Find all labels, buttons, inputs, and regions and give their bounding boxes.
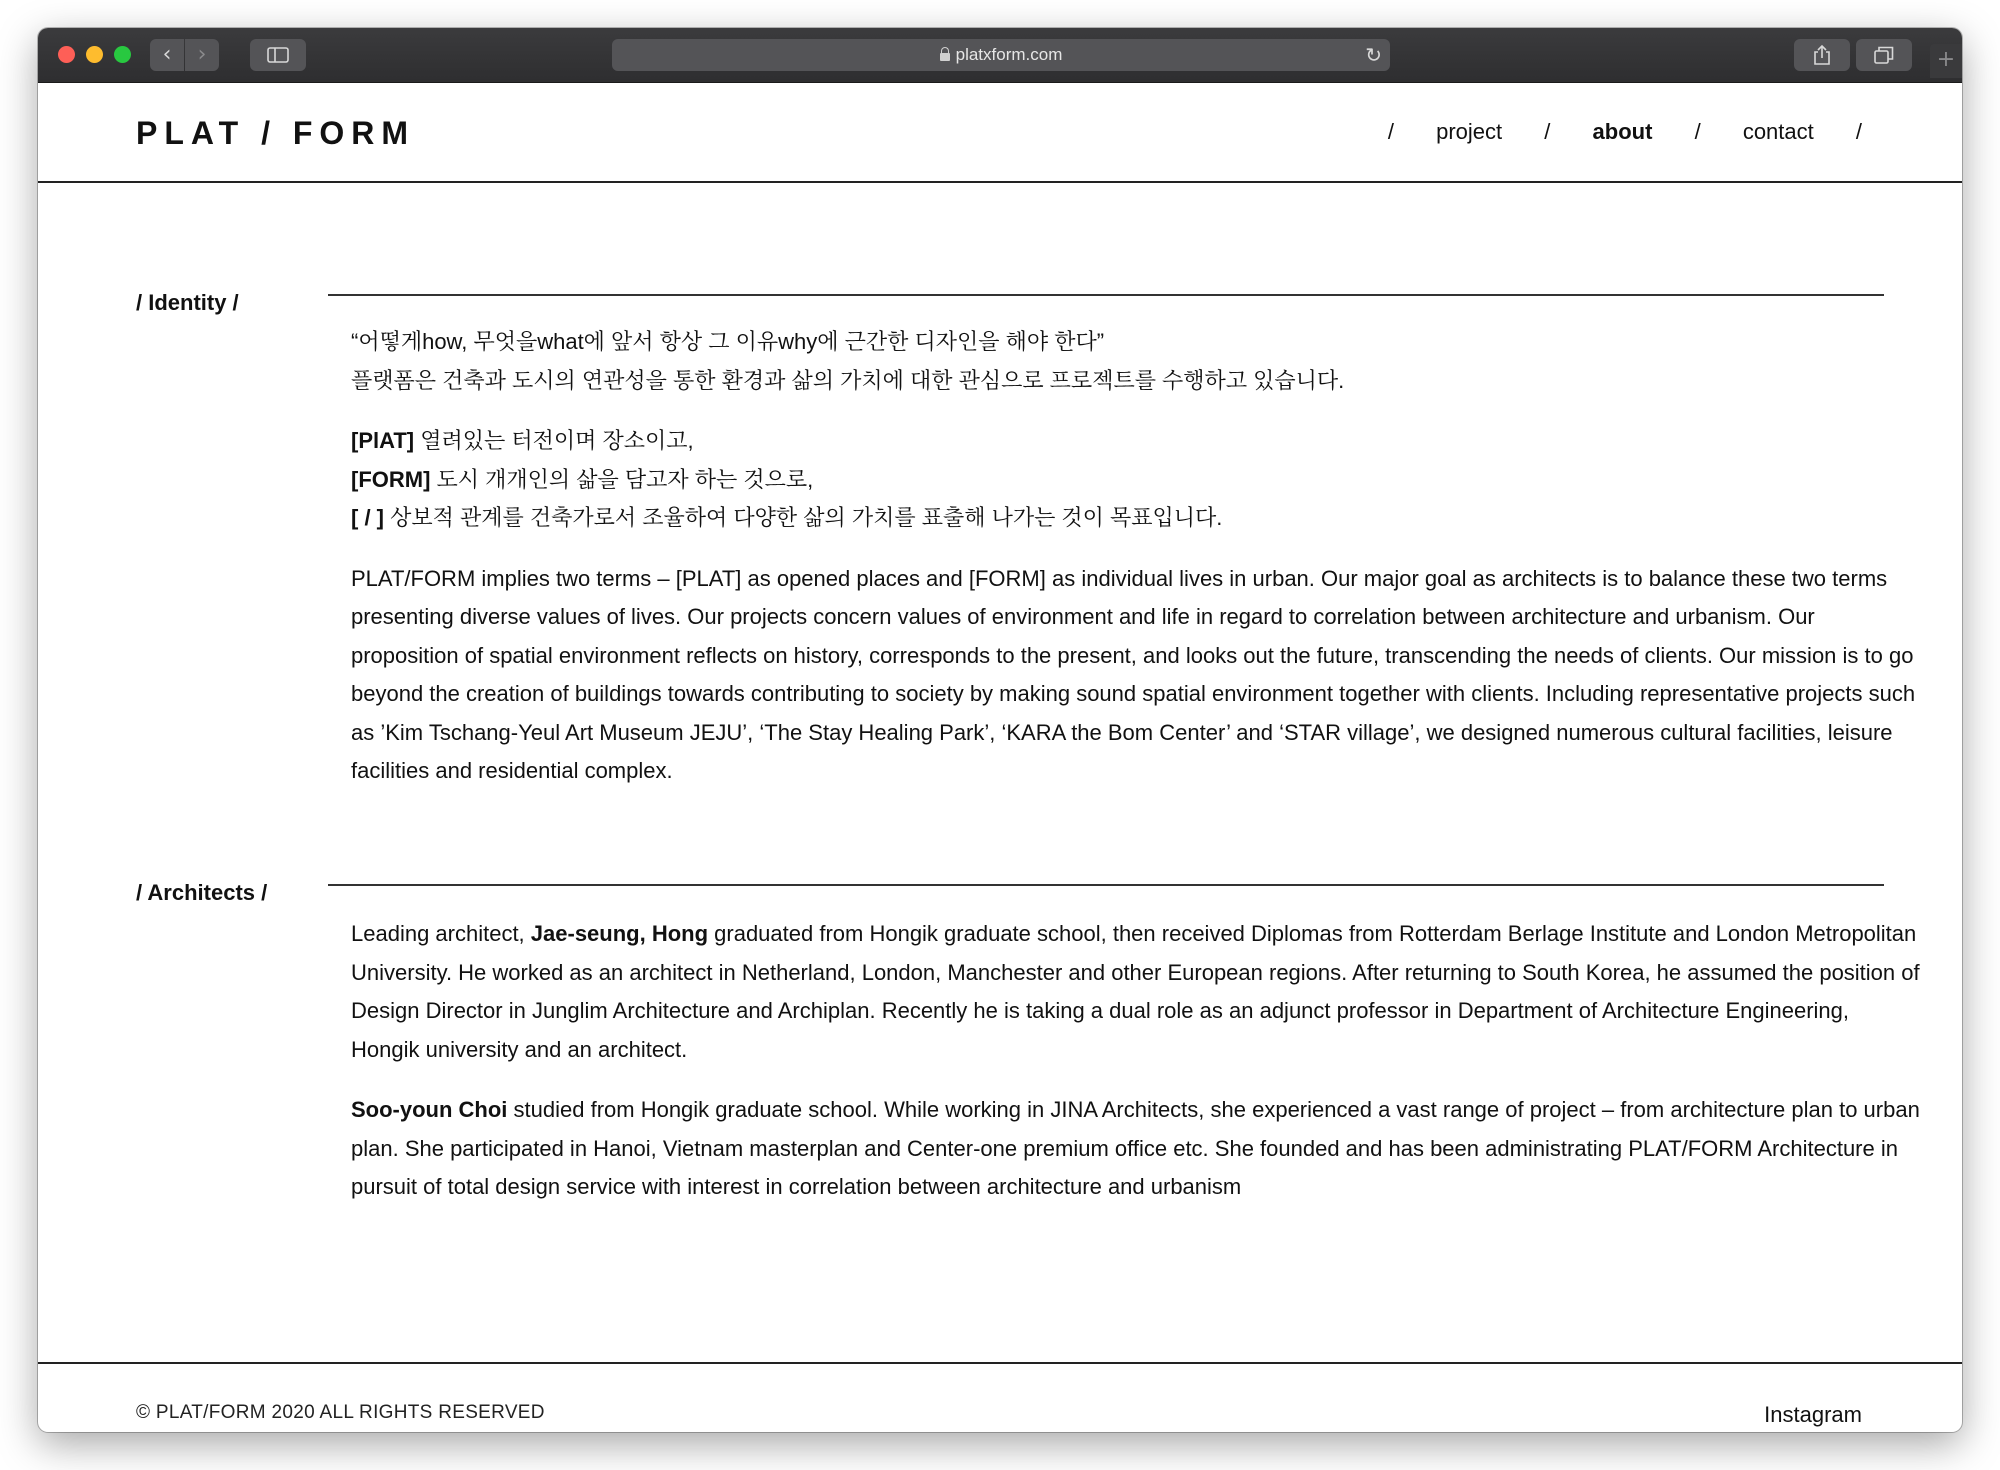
close-window-button[interactable] <box>58 46 75 63</box>
chevron-right-icon: › <box>197 42 207 67</box>
url-display[interactable] <box>612 39 1390 71</box>
sidebar-icon <box>267 47 289 63</box>
identity-english: PLAT/FORM implies two terms – [PLAT] as opened places and [FORM] as individual lives in urban. Our major goal as architects is to balance these two terms presenting diverse values of lives. Our projects concern values of environment and life in regard to correlation between architecture and urbanism. Our proposition of spatial environment reflects on history, corresponds to the present, and looks out the future, transcending the needs of clients. Our mission is to go beyond the creation of buildings towards contributing to society by making sound spatial environment together with clients. Including representative projects such as ’Kim Tschang-Yeul Art Museum JEJU’, ‘The Stay Healing Park’, ‘KARA the Bom Center’ and ‘STAR village’, we designed numerous cultural facilities, leisure facilities and residential complex. <box>351 565 1916 783</box>
browser-window <box>38 28 1962 1432</box>
identity-divider <box>328 294 1884 296</box>
bio-prefix: Leading architect, <box>351 921 531 946</box>
architects-content <box>351 915 1921 1229</box>
sidebar-toggle-button[interactable] <box>250 39 306 71</box>
identity-content <box>351 323 1921 813</box>
identity-terms <box>351 422 1921 538</box>
nav-separator: / <box>1694 119 1701 144</box>
address-bar[interactable] <box>612 39 1390 71</box>
nav-about[interactable]: about <box>1592 119 1653 144</box>
back-button[interactable] <box>150 39 184 71</box>
architect-name: Jae-seung, Hong <box>530 921 709 946</box>
term-text: 열려있는 터전이며 장소이고, <box>414 428 694 453</box>
show-tabs-button[interactable] <box>1856 39 1912 71</box>
forward-button[interactable] <box>185 39 219 71</box>
share-icon <box>1813 44 1831 66</box>
identity-korean-intro <box>351 323 1921 400</box>
nav-separator: / <box>1387 119 1394 144</box>
term-key: [PlAT] <box>351 428 415 453</box>
nav-project[interactable]: project <box>1436 119 1503 144</box>
zoom-window-button[interactable] <box>114 46 131 63</box>
architect-name: Soo-youn Choi <box>351 1097 508 1122</box>
reload-icon: ↻ <box>1365 43 1382 67</box>
term-key: [ / ] <box>351 505 384 530</box>
main-nav <box>1352 119 1862 145</box>
page <box>38 83 1962 1432</box>
chevron-left-icon: ‹ <box>162 42 172 67</box>
bio-text: graduated from Hongik graduate school, then received Diplomas from Rotterdam Berlage Institute and London Metropolitan University. He worked as an architect in Netherland, London, Manchester and other European regions. After returning to South Korea, he assumed the position of Design Director in Junglim Architecture and Archiplan. Recently he is taking a dual role as an adjunct professor in Department of Architecture Engineering, Hongik university and an architect. <box>351 921 1920 1062</box>
architects-heading: / Architects / <box>136 880 268 905</box>
plus-icon: + <box>1936 47 1956 72</box>
reload-button[interactable] <box>1365 39 1382 71</box>
architect-bio <box>351 915 1921 1069</box>
copyright-text: © PLAT/FORM 2020 ALL RIGHTS RESERVED <box>136 1402 545 1423</box>
browser-toolbar <box>38 28 1962 83</box>
term-key: [FORM] <box>351 466 431 492</box>
url-text: platxform.com <box>955 45 1063 64</box>
identity-intro: 플랫폼은 건축과 도시의 연관성을 통한 환경과 삶의 가치에 대한 관심으로 프로젝트를 수행하고 있습니다. <box>351 367 1345 393</box>
lock-icon <box>940 53 950 61</box>
instagram-link[interactable]: Instagram <box>1764 1402 1862 1427</box>
nav-separator: / <box>1855 119 1862 144</box>
nav-separator: / <box>1544 119 1551 144</box>
term-text: 상보적 관계를 건축가로서 조율하여 다양한 삶의 가치를 표출해 나가는 것이 목표입니다. <box>384 505 1223 530</box>
architect-bio <box>351 1091 1921 1207</box>
site-footer <box>38 1362 1962 1432</box>
site-logo[interactable]: PLAT / FORM <box>136 115 416 151</box>
share-button[interactable] <box>1794 39 1850 71</box>
bio-text: studied from Hongik graduate school. While working in JINA Architects, she experienced a vast range of project – from architecture plan to urban plan. She participated in Hanoi, Vietnam masterplan and Center-one premium office etc. She founded and has been administrating PLAT/FORM Architecture in pursuit of total design service with interest in correlation between architecture and urbanism <box>351 1097 1920 1199</box>
site-header <box>38 83 1962 183</box>
term-text: 도시 개개인의 삶을 담고자 하는 것으로, <box>430 466 814 492</box>
new-tab-button[interactable] <box>1930 44 1962 78</box>
nav-contact[interactable]: contact <box>1742 119 1814 144</box>
identity-quote: “어떻게how, 무엇을what에 앞서 항상 그 이유why에 근간한 디자인을 해야 한다” <box>351 329 1105 354</box>
identity-heading: / Identity / <box>136 290 239 315</box>
tabs-icon <box>1874 46 1894 64</box>
architects-divider <box>328 884 1884 886</box>
minimize-window-button[interactable] <box>86 46 103 63</box>
